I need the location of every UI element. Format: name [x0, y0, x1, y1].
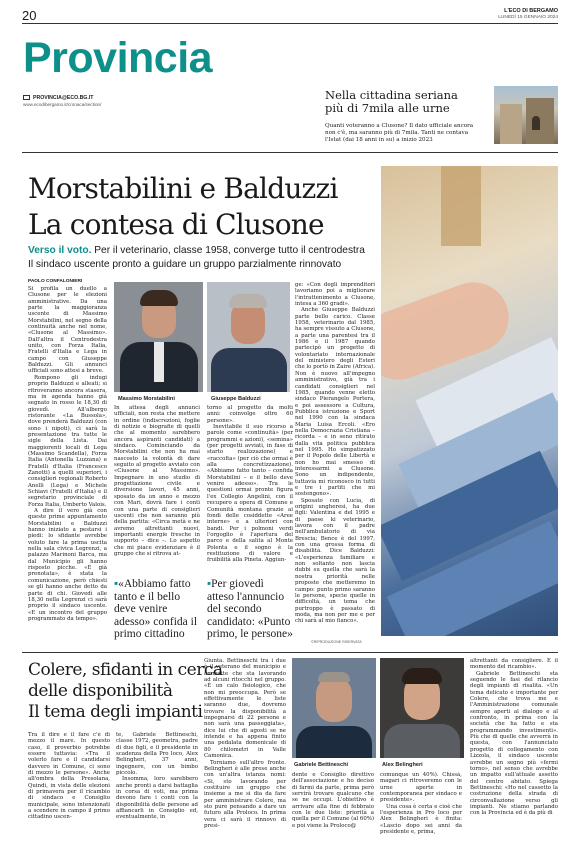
paragraph: altrettanti da consigliere. È il momento del ricambio». — [470, 658, 558, 671]
pull-quote-1 — [114, 578, 200, 641]
paragraph: Torniamo sull'altro fronte. Belingheri è alle prese anche con un'altra istanza nomi: «Si, sto lavorando per costituire un gruppo che insieme a me si dia da fare per amministrare Colere, ma sto pure pensando a dare un futuro alla Proloco. In prima vera ci sarà il rinnovo di presi- — [204, 759, 286, 829]
caption-bettineschi: Gabriele Bettineschi — [294, 762, 349, 768]
paragraph: Gabriele Bettineschi sta seguendo le fasi del rilancio degli impianti di risalita. «Un tema delicato e importante per Colere, che trova me e l'Amministrazione comunale sempre aperti al dialogo e al confronto, in prima con la società che ha fatto e sta programmando investimenti». Più che di quelle che avverrà in questa, con l'annunciato progetto di collegamento con Lizzola, il sindaco uscente avrebbe un segno più «fermi torno», nel senso che avrebbe un impatto sull'attuale assetto del centro abitato. Spiega Bettineschi: «Ho nel cassetto la costruzione della strada di circonvallazione verso gli impianti. Ne stiamo parlando con la Provincia ed è da più di — [470, 670, 558, 817]
photo-balduzzi — [207, 282, 290, 392]
main-column-2 — [114, 405, 200, 571]
quote-marker: ▪ — [207, 578, 212, 590]
caption-morstabilini: Massimo Morstabilini — [118, 396, 175, 402]
email-icon — [23, 95, 30, 100]
newspaper-name: L'ECO DI BERGAMO — [504, 8, 558, 14]
paragraph: Giunta. Bettineschi tra i due è il veterano del municipio e ammette che sta lavorando ad alcuni ritocchi nel gruppo. «È un calo fisiologico, che non mi preoccupa. Però se effettivamente le liste saranno due, dovremo trovare la disponibilità a impegnarsi di 22 persone e non sarà una passeggiata», dice lui che di agosti se ne intende e ha appena finito una pedalata domenicale di 80 chilometri in Valle Camonica. — [204, 658, 286, 760]
section-web: www.ecodibergamo.it/cronaca/section/ — [23, 102, 102, 107]
paragraph: A dire il vero già con queste prime appuntamento Morstabilini e Balduzzi hanno iniziato a pestarsi i piedi: lo sfidante avrebbe voluto fare la prima uscita nella sala civica Legrenzi, a palazzo Marinoni Barca, ma dal Municipio gli hanno risposto picche. «È già prenotata», è stata la comunicazione, però chiesti se gli hanno anche detto da parte di chi. Giovedì alle 18,30 nella Legrenzi ci sarà proprio il sindaco uscente. «E un incontro del gruppo programmato da tempo». — [28, 508, 107, 622]
photo-bettineschi — [292, 658, 376, 758]
main-column-1 — [28, 286, 107, 644]
header-divider — [22, 23, 558, 24]
caption-balduzzi: Giuseppe Balduzzi — [211, 396, 261, 402]
second-column-1 — [28, 732, 110, 842]
teaser-text: Quanti voteranno a Clusone? Il dato ufficiale ancora non c'è, ma saranno più di 7mila. Tanti ne contava l'Istat (dai 18 anni in su) a inizio 2023 — [325, 123, 474, 143]
paragraph: te, Gabriele Bettineschi, classe 1972, geometra, padre di due figli, e il presidente in scadenza della Pro loco, Alex Belingheri, 37 anni, ingegnere, con un bimbo piccolo. — [116, 732, 198, 777]
copyright: ©RIPRODUZIONE RISERVATA — [311, 640, 362, 644]
teaser-photo — [494, 86, 558, 144]
quote-marker: ▪ — [114, 578, 119, 590]
main-headline-1: Morstabilini e Balduzzi — [28, 172, 338, 205]
photo-morstabilini — [114, 282, 203, 392]
second-headline-2: delle disponibilità — [28, 681, 173, 701]
page-number: 20 — [22, 8, 37, 23]
story-divider — [22, 652, 558, 653]
byline: PAOLO CONFALONIERI — [28, 279, 83, 284]
teaser-title-2: più di 7mila alle urne — [325, 101, 450, 115]
main-subhead-2: Il sindaco uscente pronto a guidare un gruppo parzialmente rinnovato — [28, 259, 342, 270]
second-headline-3: Il tema degli impianti — [28, 702, 203, 722]
paragraph: Una cosa è certa e cioè che l'esperienza in Pro loco per Alex Belingheri è finita: «Lascio dopo sei anni da presidente e, prima, — [380, 803, 462, 836]
main-subhead-1 — [28, 245, 365, 256]
teaser-title-1: Nella cittadina seriana — [325, 88, 458, 102]
paragraph: In attesa degli annunci ufficiali, non resta che mettere in ordine (indiscrezioni, foglie di notizie e biografie di quelli che al momento sarebbero ancora aspiranti candidati) a sindaco. Cominciando da Morstabilini che non ha mai nascosto la volontà di dare seguito al progetto avviato con «Clusone al Massimo». Impegnare in uno studio di progettazione civile e diversione lavori, 45 anni, sposato da un anno e mezzo con Mari, dovrà fare i conti con una parte di consiglieri uscenti che non saranno più della partita: «Circa metà e ne avremo altrettanti nuovi, importanti energie fresche in supporto – dice –. Lo aspetto che mi piace evidenziare è il gruppo che si ritrova at- — [114, 405, 200, 557]
pull-quote-2 — [207, 578, 293, 641]
pull-quote-1-text: «Abbiamo fatto tanto e il bello deve venire adesso» confida il primo cittadino — [114, 578, 198, 640]
pull-quote-2-text: Per giovedì atteso l'annuncio del secondo candidato: «Punto primo, le persone» — [207, 578, 293, 640]
paragraph: Rompono gli indugi proprio Balduzzi e alleati; si ritroveranno ancora stasera, ma in agenda hanno già segnato in rosso le 18,30 di giovedì. All'albergo ristorante «La Bussola», dove prenderà Balduzzi (con sono i nipoti), ci sarà la presentazione tra tutte le sigle della Lista. Dai maggiorenti locali di Lega (Massimo Scandella), Forza Italia (Antonella Luzzana) e Fratelli d'Italia (Francesco Zanotti) a quelli superiori, i consiglieri regionali Roberto Anelli (Lega) e Michele Schiavi (Fratelli d'Italia) e il segretario provinciale di Forza Italia, Umberto Valois. — [28, 374, 107, 508]
issue-date: LUNEDÌ 15 GENNAIO 2024 — [498, 15, 558, 20]
main-column-4 — [295, 282, 375, 638]
main-photo — [381, 166, 558, 636]
second-column-3 — [204, 658, 286, 842]
paragraph: comunque un 40%). Chissà, magari ci ritroveremo con le urne aperte in contemporanea per sindaco e presidente». — [380, 772, 462, 804]
second-column-2 — [116, 732, 198, 842]
paragraph: Insomma, loro sarebbero anche pronti a darsi battaglia in corsa di voti, ma prima devono fare i conti con la disponibilità delle persone ad affiancarli in Consiglio ed, eventualmente, in — [116, 776, 198, 821]
top-divider — [22, 152, 558, 153]
paragraph: Inevitabile il suo ricorso a parole come «continuità» (per programmi e azioni), «semina» (per progetti avviati, in fase di starto realizzazione) e «raccolta» (per ciò che ormai è alla concretizzazione). «Abbiamo fatto tanto – confida Morstabilini – e il bello deve venire adesso». Tra le questioni ormai pronte figura l'ex Collegio Angelini, con il recupero a opera di Comune e Comunità montana grazie ai fondi delle cosiddette «Aree interne» e a ulteriori con bandi. Per i polmoni verdi l'orgoglio è l'apertura del parco e della salita al Monte Polenta e il sogno è la restituzione di valore e fruibilità alla Pineta. Aggiun- — [207, 424, 293, 564]
paragraph: Anche Giuseppe Balduzzi parte bello carico. Classe 1958, veterinario dal 1985, ha sempre vissuto a Clusone, a parte una parentesi tra il 1986 e il 1987 quando partecipò un progetto di volontariato internazionale del ministero degli Esteri che lo portò in Zaire (Africa). Non è nuovo all'impegno amministrativo, già tra i candidati consiglieri nel 1985, quando venne eletto sindaco Pierangelo Portera, e poi assessore a Cultura, Pubblica istruzione e Sport nel 1990 con la sindaca Maria Luisa Ercoli. «Ero nella Democrazia Cristiana – ricorda – e in seno ritirato dalla vita politica pubblica nel 1995. Ho simpatizzato per il Popolo delle Libertà e non ho mai smesso di interessarmi a Clusone. Sono un indipendente, tuttavia mi riconosco in tutti e tre i partiti che mi sostengono». — [295, 307, 375, 498]
second-column-6 — [470, 658, 558, 842]
caption-belingheri: Alex Belingheri — [382, 762, 423, 768]
paragraph: ge: «Con degli imprenditori lavoriamo poi a migliorare l'intrattenimento a Clusone, intesa a 360 gradi». — [295, 282, 375, 308]
paragraph: dente e Consiglio direttivo dell'associazione e ho deciso di farmi da parte, prima però servirà trovare qualcuno che se ne occupi. L'obiettivo è arrivare alla fine di febbraio con le due liste: priorità a quella per il Comune (al 60%) e poi viene la Proloco@ — [292, 772, 374, 829]
second-headline-1: Colere, sfidanti in cerca — [28, 660, 223, 680]
paragraph: torno al progetto da molti anni: coinvolge oltre 60 persone». — [207, 405, 293, 424]
section-email: PROVINCIA@ECO.BG.IT — [33, 95, 94, 101]
main-subhead-rest: Per il veterinario, classe 1958, converge tutto il centrodestra — [91, 245, 365, 256]
section-title: Provincia — [23, 34, 213, 82]
second-column-4 — [292, 772, 374, 842]
paragraph: Tra il dire e il fare c'è di mezzo il mare. In questo caso, il proverbio potrebbe essere tuttavia: «Tra il volerlo fare e il candidarsi davvero in Comune, ci sono di mezzo le persone». Anche all'ombra della Presolana, Quindi, in vista delle elezioni di primavera per il ricambio di sindaco e Consiglio municipale, sono intenzionati a scendere in campo il primo cittadino uscen- — [28, 732, 110, 821]
main-headline-2: La contesa di Clusone — [28, 208, 324, 241]
paragraph: Si profila un duello a Clusone per le elezioni amministrative. Da una parte la maggioranza uscente di Massimo Morstabilini, nel segno della continuità anche nel nome, «Clusone al Massimo». Dall'altra il Centrodestra unito, con Forza Italia, Fratelli d'Italia e Lega in campo con Giuseppe Balduzzi. Gli annunci ufficiali sono attesi a breve. — [28, 286, 107, 375]
main-kicker: Verso il voto. — [28, 245, 92, 256]
paragraph: Sposato con Lucia, di origini ungheresi, ha due figli: Valentina e del 1995 e di paese ki veterinario, lavora con il padre nell'ambulatorio di via Brescia; Bence è del 1997, con una grossa forma di disabilità. Dice Balduzzi: «L'esperienza familiare e non soltanto non lascia dubbi su quella che sarà la nostra priorità nelle proposte che metteremo in campo: punto primo saranno le persone, specie quelle in difficoltà, un tema che purtroppo è passato di moda, ma non per me e per chi sarà al mio fianco». — [295, 497, 375, 625]
photo-belingheri — [380, 658, 464, 758]
main-column-3 — [207, 405, 293, 571]
second-column-5 — [380, 772, 462, 842]
